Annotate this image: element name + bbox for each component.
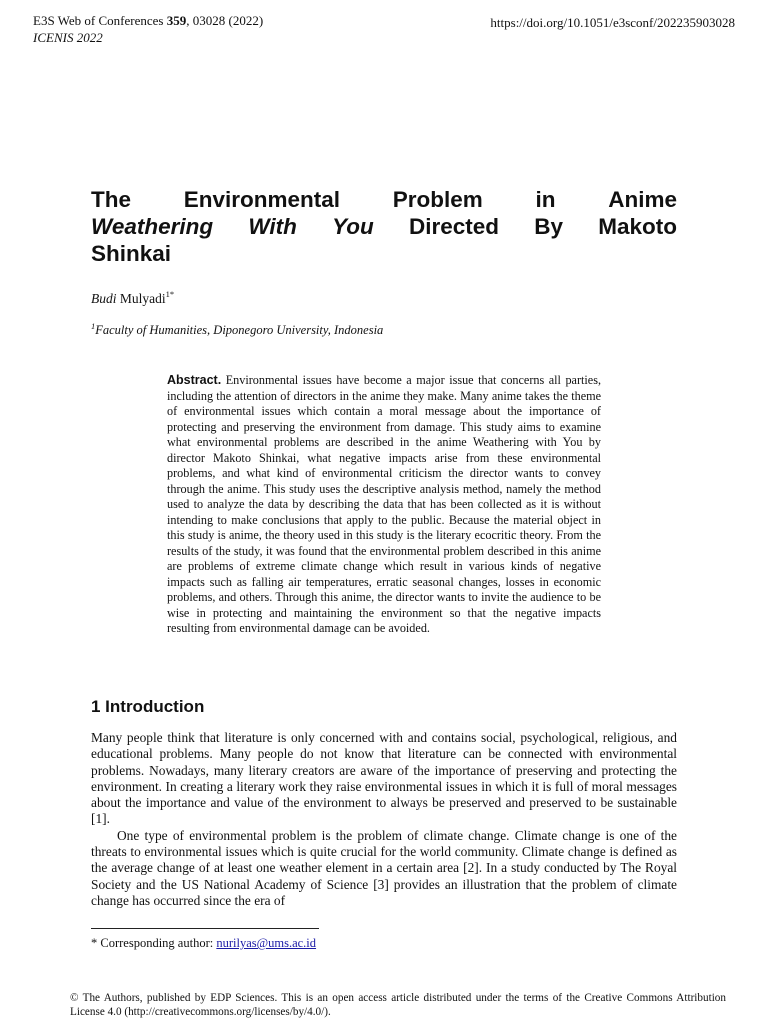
paragraph-1: Many people think that literature is only concerned with and contains social, psychological, religious, and educational problems. Many people do not know that literature can be connected with environmental problems. Nowadays, many literary creators are aware of the importance of preserving and protecting the environment. In creating a literary work they raise environmental issues in which it is full of moral messages about the importance and value of the environment to always be preserved and preserved to be sustainable [1]. [91,730,677,827]
title-word-italic: With [248,214,297,239]
title-word: in [535,187,556,212]
author-last-name: Mulyadi [116,291,166,306]
license-notice: © The Authors, published by EDP Sciences. This is an open access article distributed under the terms of the Creative Commons Attribution License 4.0 (http://creativecommons.org/licenses/by/4.0/). [70,992,726,1018]
title-word: Environmental [183,187,341,212]
affiliation [91,323,383,338]
abstract [167,373,601,637]
author-superscript: 1* [165,289,175,299]
title-word-italic: Weathering [91,214,214,239]
title-line-1 [91,186,677,213]
title-word: The [91,187,132,212]
author-first-name: Budi [91,291,117,306]
title-word: By [534,214,563,239]
title-word: Anime [608,187,677,212]
journal-citation [33,12,263,29]
footnote [91,936,316,951]
journal-name: E3S Web of Conferences [33,13,167,28]
corresponding-email-link[interactable]: nurilyas@ums.ac.id [216,936,317,950]
abstract-label: Abstract. [167,373,222,387]
title-line-3: Shinkai [91,241,172,266]
title-line-2 [91,213,677,240]
affiliation-text: Faculty of Humanities, Diponegoro University, Indonesia [95,323,384,337]
title-word-italic: You [332,214,374,239]
paragraph-2: One type of environmental problem is the problem of climate change. Climate change is one of the threats to environmental issues which is quite crucial for the world community. Climate change is defined as the average change of at least one weather element in a certain area [2]. In a study conducted by The Royal Society and the US National Academy of Science [3] provides an illustration that the problem of climate change has occurred since the era of [91,827,677,908]
affiliation-superscript: 1 [91,321,96,331]
title-word: Makoto [598,214,677,239]
conference-name: ICENIS 2022 [33,30,103,45]
abstract-text: Environmental issues have become a major issue that concerns all parties, including the attention of directors in the anime they make. Many anime takes the theme of environmental issues which contain a moral message about the importance of protecting and preserving the environment from damage. This study aims to examine what environmental problems are described in the anime Weathering with You by director Makoto Shinkai, what negative impacts arise from these environmental problems, and what kind of environmental criticism the director wants to convey through the anime. This study uses the descriptive analysis method, namely the method used to analyze the data by describing the data that has been collected as it is without intending to make conclusions that apply to the public. Because the material object in this study is anime, the theory used in this study is the literary ecocritic theory. From the results of the study, it was found that the environmental problem described in this anime are problems of extreme climate change which result in various kinds of negative impacts such as falling air temperatures, erratic seasonal changes, losses in economic problems, and others. Through this anime, the director wants to invite the audience to be wise in protecting and maintaining the environment so that the negative impacts resulting from environmental damage can be avoided. [167,373,601,635]
footnote-divider [91,928,319,929]
title-word: Directed [408,214,500,239]
footnote-label: * Corresponding author: [91,936,217,950]
article-info: , 03028 (2022) [186,13,264,28]
running-header [33,12,263,46]
author-line [91,291,174,307]
title-word: Problem [392,187,483,212]
body-text [91,730,677,909]
doi-link[interactable]: https://doi.org/10.1051/e3sconf/202235903028 [490,15,735,30]
section-heading: 1 Introduction [91,697,205,716]
paper-title [91,186,677,267]
journal-volume: 359 [166,13,187,28]
